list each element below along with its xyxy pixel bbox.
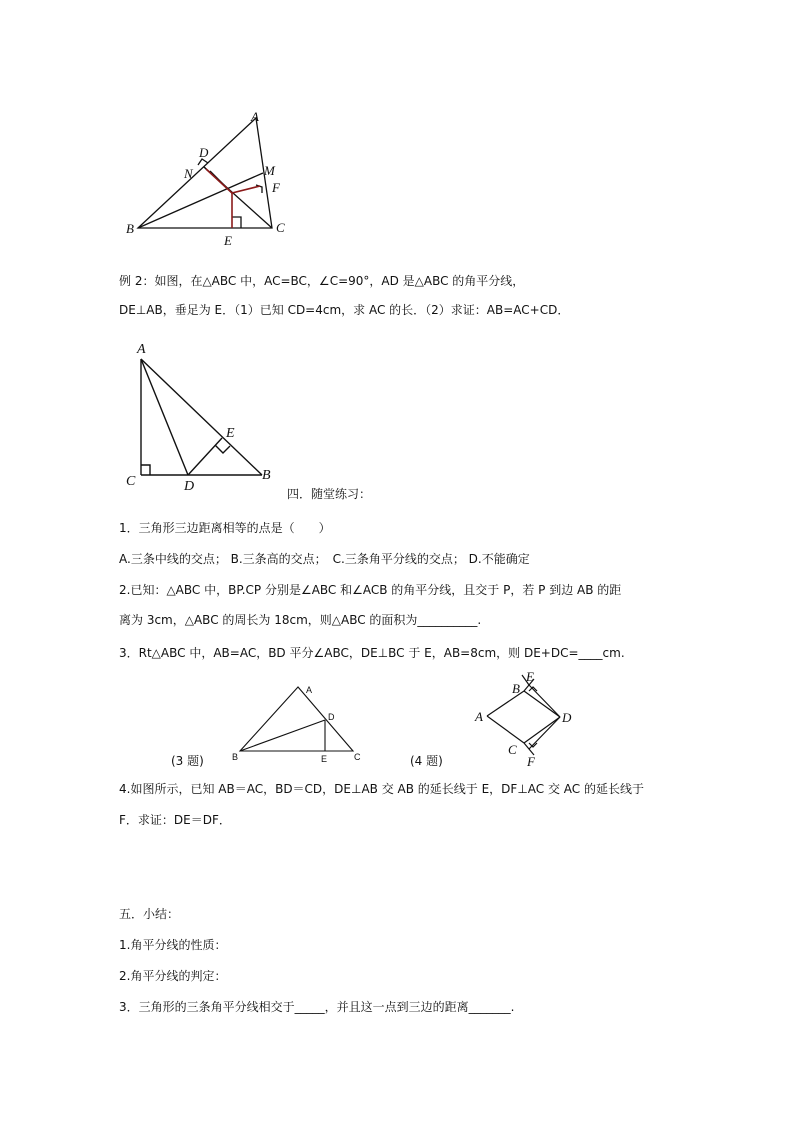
fig4-label-f: F [527,754,535,769]
question-1-options: A.三条中线的交点； B.三条高的交点； C.三条角平分线的交点； D.不能确定 [119,552,530,566]
caption-question-3: (3 题) [171,754,204,768]
question-4-line1: 4.如图所示，已知 AB＝AC，BD＝CD，DE⊥AB 交 AB 的延长线于 E，DF⊥AC 交 AC 的延长线于 [119,782,644,796]
fig3-label-c: C [354,752,361,762]
fig1-label-e: E [224,233,232,248]
fig1-label-c: C [276,220,285,235]
fig2-label-b: B [262,468,271,483]
figure-2-right-triangle [122,338,282,496]
fig2-label-d: D [184,479,195,494]
fig1-label-d: D [199,145,209,160]
caption-question-4: (4 题) [410,754,443,768]
question-2-line1: 2.已知：△ABC 中，BP.CP 分别是∠ABC 和∠ACB 的角平分线，且交于 P，若 P 到边 AB 的距 [119,583,622,597]
fig2-label-e: E [226,426,235,441]
fig4-label-e: E [526,669,534,684]
fig4-label-c: C [508,742,517,757]
summary-item-2: 2.角平分线的判定： [119,969,227,983]
question-1: 1．三角形三边距离相等的点是（ ） [119,521,331,535]
fig2-label-c: C [126,474,136,489]
practice-heading: 四．随堂练习： [287,487,372,501]
fig3-label-b: B [232,752,239,762]
summary-heading: 五．小结： [119,907,180,921]
fig4-label-b: B [512,681,520,696]
summary-item-3: 3．三角形的三条角平分线相交于_____，并且这一点到三边的距离_______. [119,1000,515,1014]
fig1-label-m: M [264,163,275,178]
fig3-label-a: A [306,685,313,695]
example2-line2: DE⊥AB，垂足为 E．（1）已知 CD=4cm，求 AC 的长．（2）求证：AB=AC+CD． [119,303,570,317]
fig4-label-a: A [475,709,483,724]
fig2-label-a: A [137,342,146,357]
figure-4-kite [472,667,582,769]
question-2-line2: 离为 3cm，△ABC 的周长为 18cm，则△ABC 的面积为__________. [119,613,482,627]
figure-3-triangle [228,682,368,766]
summary-item-1: 1.角平分线的性质： [119,938,227,952]
fig1-label-b: B [126,221,134,236]
question-4-line2: F．求证：DE＝DF． [119,813,231,827]
fig3-label-e: E [321,754,328,764]
question-3: 3．Rt△ABC 中，AB=AC，BD 平分∠ABC，DE⊥BC 于 E，AB=8cm，则 DE+DC=____cm. [119,646,625,660]
figure-1-triangle [120,105,310,250]
fig4-label-d: D [562,710,572,725]
example2-line1: 例 2：如图，在△ABC 中，AC=BC，∠C=90°，AD 是△ABC 的角平分线， [119,274,525,288]
fig1-label-f: F [272,180,280,195]
fig1-label-n: N [184,166,193,181]
fig3-label-d: D [328,712,335,722]
fig1-label-a: A [251,109,259,124]
